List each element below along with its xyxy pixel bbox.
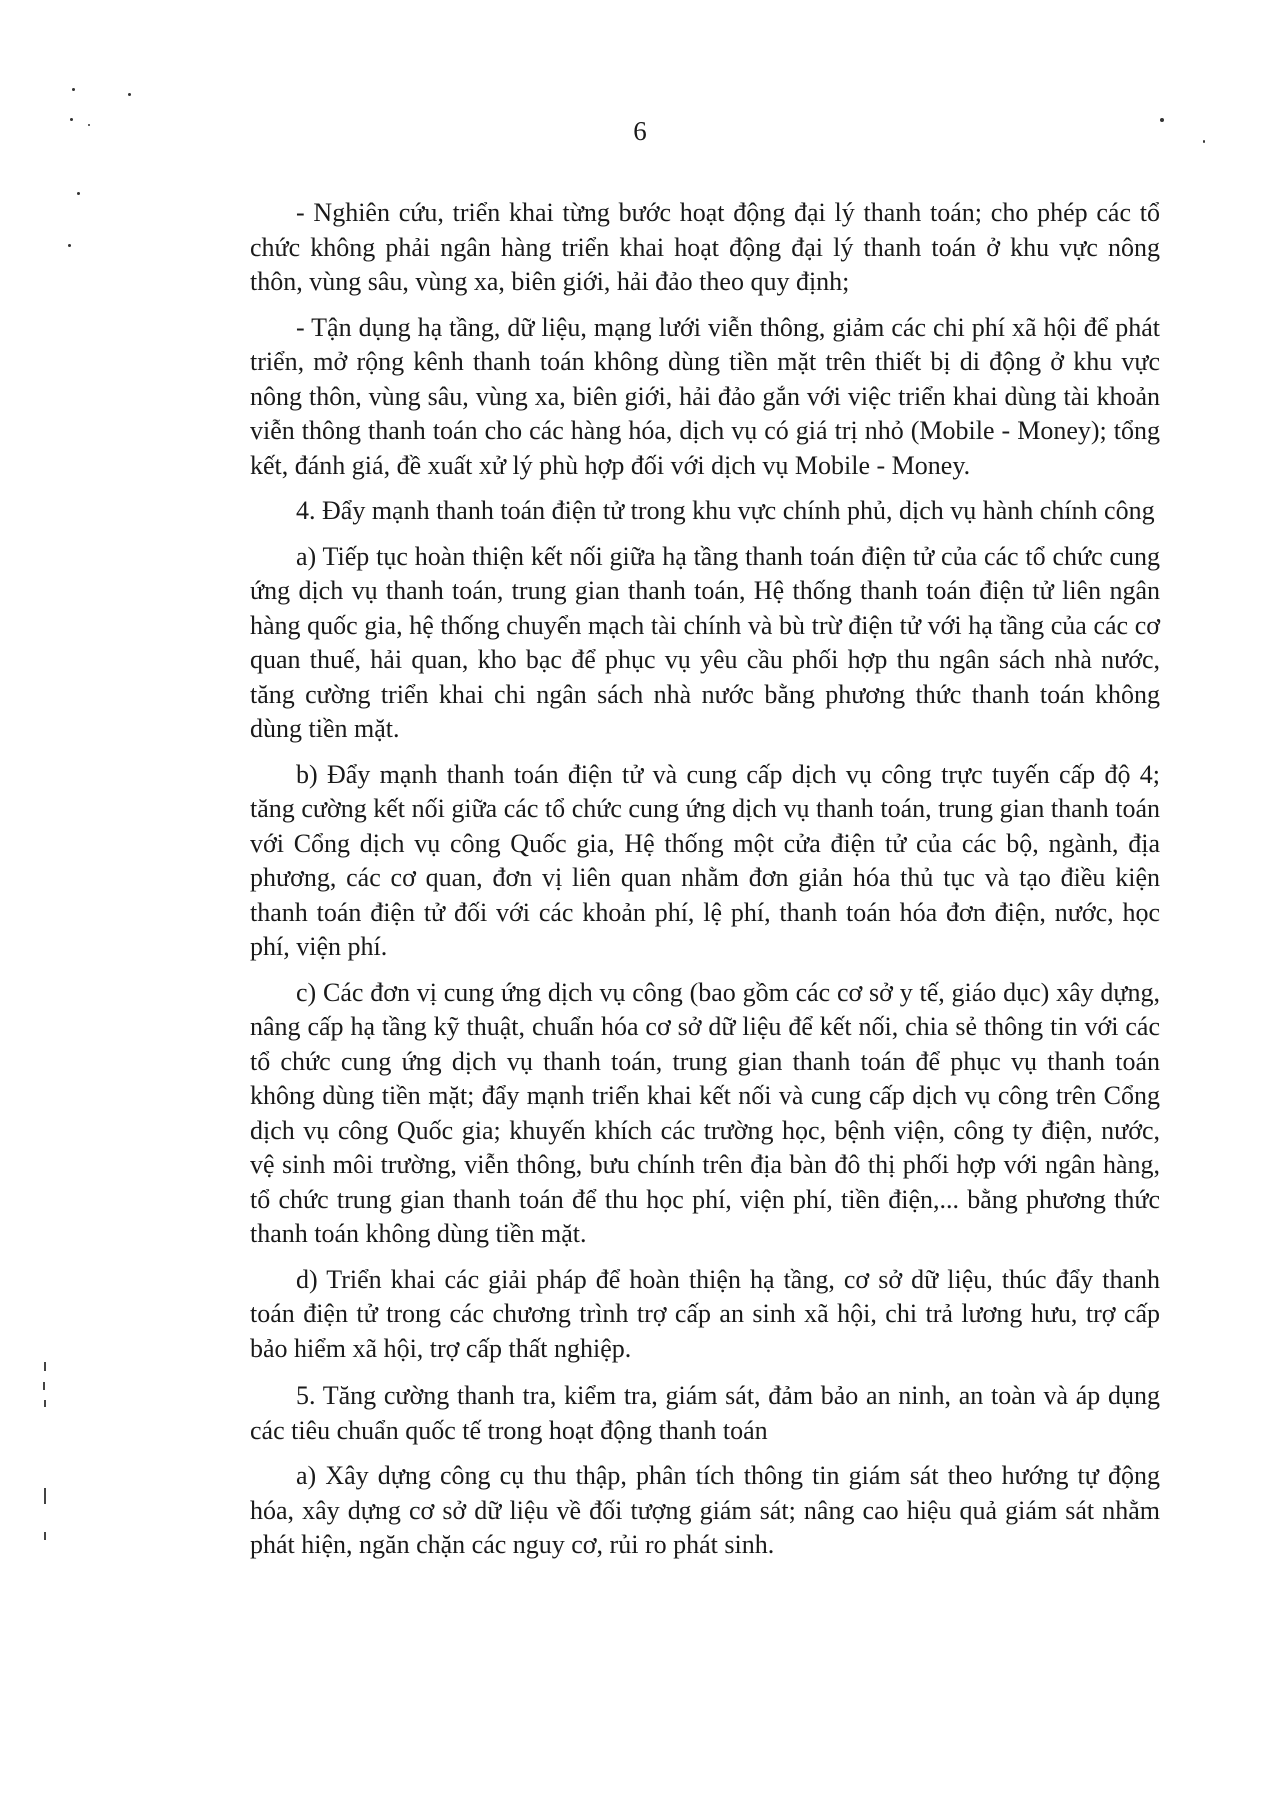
- document-body: [250, 196, 1160, 1574]
- scan-mark: [43, 1382, 45, 1390]
- paragraph-mobile-money: - Tận dụng hạ tầng, dữ liệu, mạng lưới viễn thông, giảm các chi phí xã hội để phát triển, mở rộng kênh thanh toán không dùng tiền mặt trên thiết bị di động ở khu vực nông thôn, vùng sâu, vùng xa, biên giới, hải đảo gắn với việc triển khai dùng tài khoản viễn thông thanh toán cho các hàng hóa, dịch vụ có giá trị nhỏ (Mobile - Money); tổng kết, đánh giá, đề xuất xử lý phù hợp đối với dịch vụ Mobile - Money.: [250, 312, 1160, 480]
- scan-mark: [44, 1488, 46, 1504]
- scan-speck: [128, 93, 131, 96]
- paragraph-payment-agents: - Nghiên cứu, triển khai từng bước hoạt động đại lý thanh toán; cho phép các tổ chức không phải ngân hàng triển khai hoạt động đại lý thanh toán ở khu vực nông thôn, vùng sâu, vùng xa, biên giới, hải đảo theo quy định;: [250, 198, 1160, 296]
- heading-section-4: 4. Đẩy mạnh thanh toán điện tử trong khu vực chính phủ, dịch vụ hành chính công: [296, 496, 1155, 525]
- scan-speck: [77, 192, 80, 195]
- paragraph-4b: b) Đẩy mạnh thanh toán điện tử và cung cấp dịch vụ công trực tuyến cấp độ 4; tăng cường kết nối giữa các tổ chức cung ứng dịch vụ thanh toán, trung gian thanh toán với Cổng dịch vụ công Quốc gia, Hệ thống một cửa điện tử của các bộ, ngành, địa phương, các cơ quan, đơn vị liên quan nhằm đơn giản hóa thủ tục và tạo điều kiện thanh toán điện tử đối với các khoản phí, lệ phí, thanh toán hóa đơn điện, nước, học phí, viện phí.: [250, 759, 1160, 961]
- paragraph-5a: a) Xây dựng công cụ thu thập, phân tích thông tin giám sát theo hướng tự động hóa, xây dựng cơ sở dữ liệu về đối tượng giám sát; nâng cao hiệu quả giám sát nhằm phát hiện, ngăn chặn các nguy cơ, rủi ro phát sinh.: [250, 1461, 1160, 1559]
- scan-mark: [44, 1362, 46, 1371]
- paragraph-4a: a) Tiếp tục hoàn thiện kết nối giữa hạ tầng thanh toán điện tử của các tổ chức cung ứng dịch vụ thanh toán, trung gian thanh toán, Hệ thống thanh toán điện tử liên ngân hàng quốc gia, hệ thống chuyển mạch tài chính và bù trừ điện tử với hạ tầng của các cơ quan thuế, hải quan, kho bạc để phục vụ yêu cầu phối hợp thu ngân sách nhà nước, tăng cường triển khai chi ngân sách nhà nước bằng phương thức thanh toán không dùng tiền mặt.: [250, 541, 1160, 743]
- scan-speck: [72, 88, 75, 91]
- paragraph-4d: d) Triển khai các giải pháp để hoàn thiện hạ tầng, cơ sở dữ liệu, thúc đẩy thanh toán điện tử trong các chương trình trợ cấp an sinh xã hội, chi trả lương hưu, trợ cấp bảo hiểm xã hội, trợ cấp thất nghiệp.: [250, 1264, 1160, 1363]
- scan-mark: [44, 1532, 46, 1540]
- scan-mark: [44, 1400, 46, 1407]
- scan-speck: [68, 244, 71, 247]
- paragraph-4c: c) Các đơn vị cung ứng dịch vụ công (bao gồm các cơ sở y tế, giáo dục) xây dựng, nâng cấp hạ tầng kỹ thuật, chuẩn hóa cơ sở dữ liệu để kết nối, chia sẻ thông tin với các tổ chức cung ứng dịch vụ thanh toán, trung gian thanh toán để phục vụ thanh toán không dùng tiền mặt; đẩy mạnh triển khai kết nối và cung cấp dịch vụ công trên Cổng dịch vụ công Quốc gia; khuyến khích các trường học, bệnh viện, công ty điện, nước, vệ sinh môi trường, viễn thông, bưu chính trên địa bàn đô thị phối hợp với ngân hàng, tổ chức trung gian thanh toán để thu học phí, viện phí, tiền điện,... bằng phương thức thanh toán không dùng tiền mặt.: [250, 977, 1160, 1248]
- page-number: 6: [633, 116, 647, 146]
- heading-section-5: 5. Tăng cường thanh tra, kiểm tra, giám sát, đảm bảo an ninh, an toàn và áp dụng các tiêu chuẩn quốc tế trong hoạt động thanh toán: [250, 1381, 1160, 1445]
